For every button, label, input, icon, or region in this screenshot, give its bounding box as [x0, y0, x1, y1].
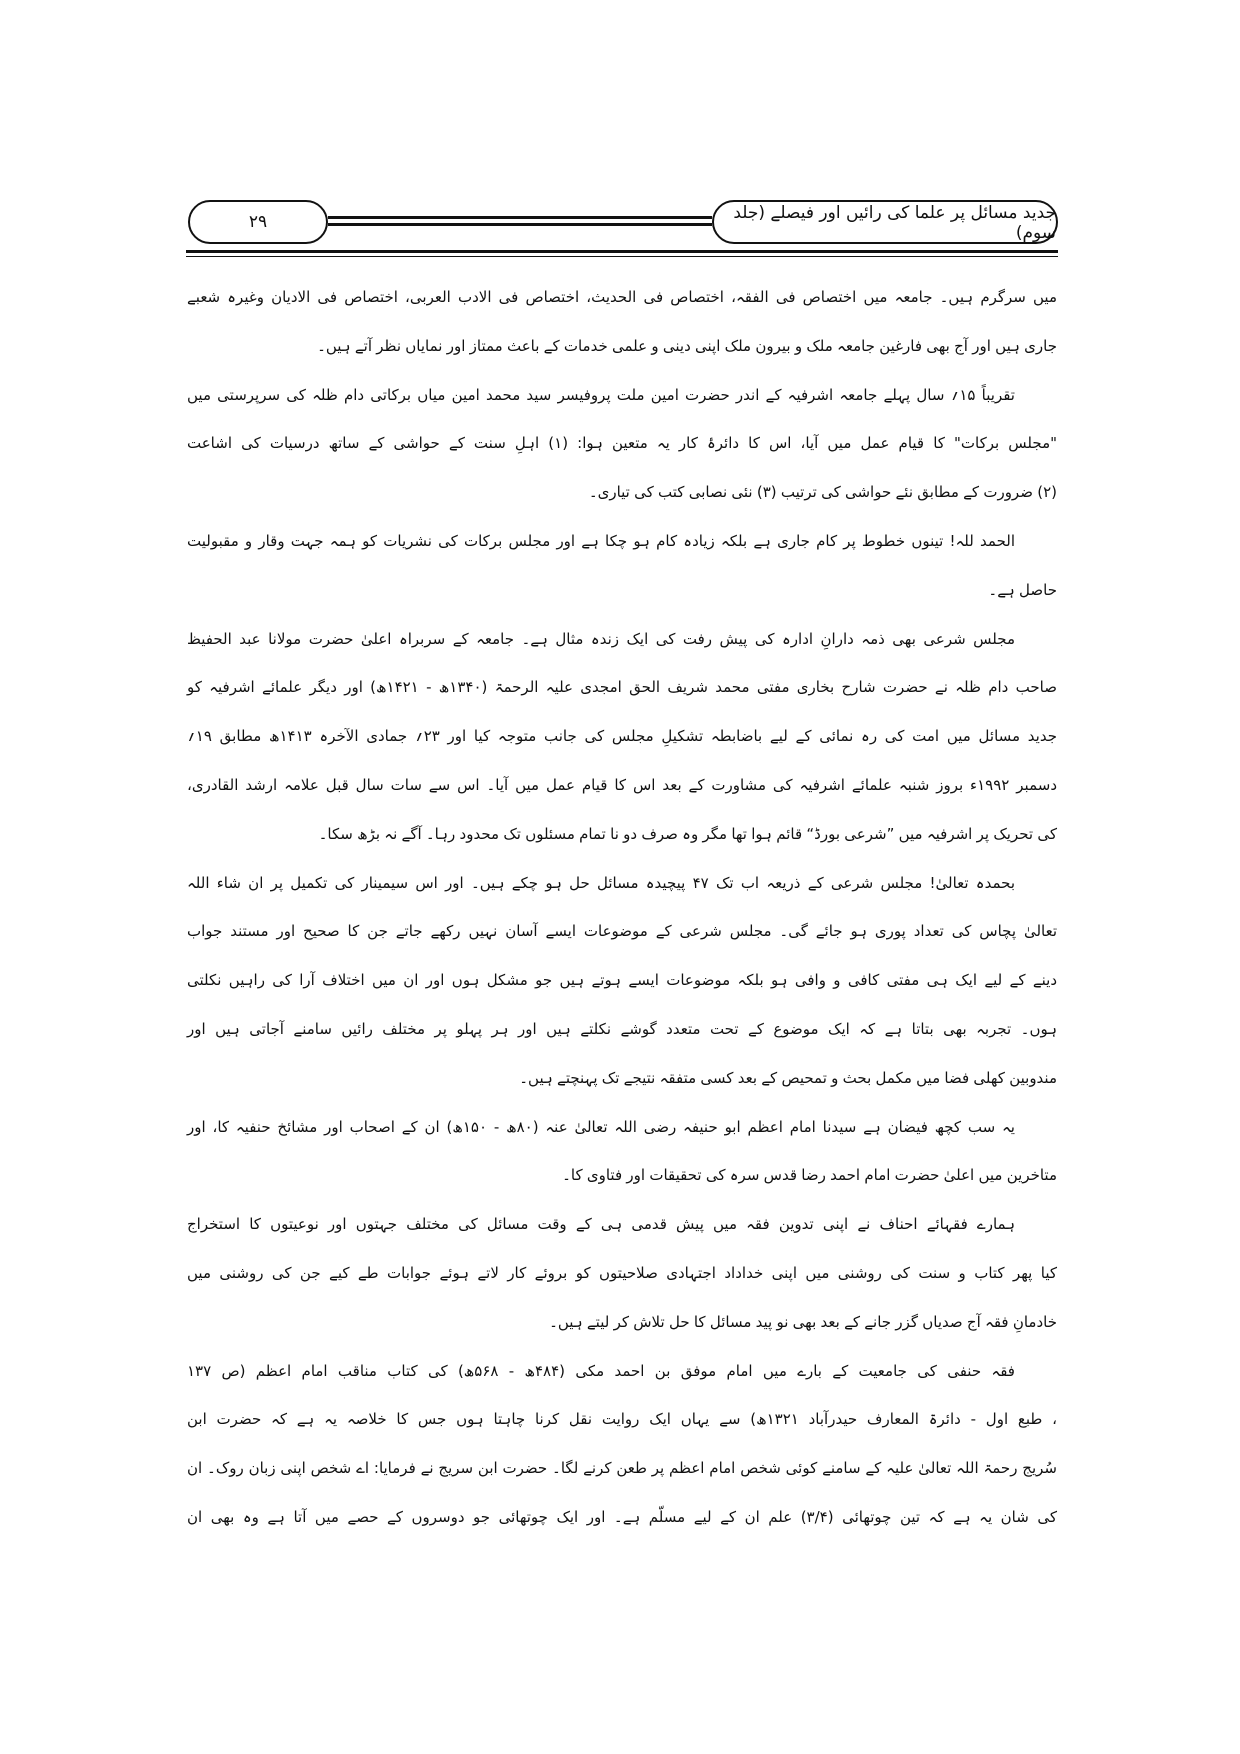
text-line: تعالیٰ پچاس کی تعداد پوری ہو جائے گی۔ مجلس شرعی کے موضوعات ایسے آسان نہیں رکھے جاتے جن کا صحیح اور مستند جواب [187, 922, 1057, 941]
text-line: کی شان یہ ہے کہ تین چوتھائی (۳/۴) علم ان کے لیے مسلّم ہے۔ اور ایک چوتھائی جو دوسروں کے حصے میں آتا ہے وہ بھی ان [187, 1507, 1057, 1526]
text-line: دینے کے لیے ایک ہی مفتی کافی و وافی ہو بلکہ موضوعات ایسے ہوتے ہیں جو مشکل ہوں اور ان میں اختلاف آرا کی راہیں نکلتی [187, 971, 1057, 990]
text-line: الحمد للہ! تینوں خطوط پر کام جاری ہے بلکہ زیادہ کام ہو چکا ہے اور مجلس برکات کی نشریات کو ہمہ جہت وقار و مقبولیت [187, 531, 1015, 550]
text-line: جدید مسائل میں امت کی رہ نمائی کے لیے باضابطہ تشکیلِ مجلس کی جانب متوجہ کیا اور ۲۳؍ جمادی الآخرہ ۱۴۱۳ھ مطابق ۱۹؍ [187, 727, 1057, 746]
text-line: فقہ حنفی کی جامعیت کے بارے میں امام موفق بن احمد مکی (۴۸۴ھ - ۵۶۸ھ) کی کتاب مناقب امام اعظم (ص ۱۳۷ [187, 1361, 1015, 1380]
text-line: ہمارے فقہائے احناف نے اپنی تدوین فقہ میں پیش قدمی ہی کے وقت مسائل کی مختلف جہتوں اور نوعیتوں کا استخراج [187, 1215, 1015, 1234]
text-line: کی تحریک پر اشرفیہ میں ”شرعی بورڈ“ قائم ہوا تھا مگر وہ صرف دو نا تمام مسئلوں تک محدود رہا۔ آگے نہ بڑھ سکا۔ [318, 824, 1057, 843]
text-line: کیا پھر کتاب و سنت کی روشنی میں اپنی خداداد اجتہادی صلاحیتوں کو بروئے کار لاتے ہوئے جوابات طے کیے جن کی روشنی میں [187, 1263, 1057, 1282]
header-divider [328, 223, 712, 226]
page-number: ۲۹ [188, 200, 328, 244]
text-line: متاخرین میں اعلیٰ حضرت امام احمد رضا قدس سرہ کی تحقیقات اور فتاوی کا۔ [562, 1166, 1057, 1185]
text-line: حاصل ہے۔ [988, 580, 1057, 599]
text-line: ، طبع اول - دائرۃ المعارف حیدرآباد ۱۳۲۱ھ) سے یہاں ایک روایت نقل کرنا چاہتا ہوں جس کا خلاصہ یہ ہے کہ حضرت ابن [187, 1410, 1057, 1429]
text-line: "مجلس برکات" کا قیام عمل میں آیا، اس کا دائرۂ کار یہ متعین ہوا: (۱) اہلِ سنت کے حواشی کے ساتھ درسیات کی اشاعت [187, 434, 1057, 453]
text-line: تقریباً ۱۵؍ سال پہلے جامعہ اشرفیہ کے اندر حضرت امین ملت پروفیسر سید محمد امین میاں برکاتی دام ظلہ کی سرپرستی میں [187, 385, 1015, 404]
text-line: سُریج رحمۃ اللہ تعالیٰ علیہ کے سامنے کوئی شخص امام اعظم پر طعن کرنے لگا۔ حضرت ابن سریج نے فرمایا: اے شخص اپنی زبان روک۔ ان [187, 1459, 1057, 1478]
text-line: دسمبر ۱۹۹۲ء بروز شنبہ علمائے اشرفیہ کی مشاورت کے بعد اس کا قیام عمل میں آیا۔ اس سے سات سال قبل علامہ ارشد القادری، [187, 775, 1057, 794]
text-line: میں سرگرم ہیں۔ جامعہ میں اختصاص فی الفقہ، اختصاص فی الحدیث، اختصاص فی الادب العربی، اختصاص فی الادیان وغیرہ شعبے [187, 288, 1057, 306]
text-line: مجلس شرعی بھی ذمہ دارانِ ادارہ کی پیش رفت کی ایک زندہ مثال ہے۔ جامعہ کے سربراہ اعلیٰ حضرت مولانا عبد الحفیظ [187, 629, 1015, 648]
header-rule [186, 256, 1058, 257]
text-line: (۲) ضرورت کے مطابق نئے حواشی کی ترتیب (۳) نئی نصابی کتب کی تیاری۔ [588, 483, 1057, 502]
header-rule [186, 250, 1058, 253]
text-line: جاری ہیں اور آج بھی فارغین جامعہ ملک و بیرون ملک اپنی دینی و علمی خدمات کے باعث ممتاز اور نمایاں نظر آتے ہیں۔ [317, 336, 1057, 355]
text-line: خادمانِ فقہ آج صدیاں گزر جانے کے بعد بھی نو پید مسائل کا حل تلاش کر لیتے ہیں۔ [549, 1312, 1057, 1331]
text-line: ہوں۔ تجربہ بھی بتاتا ہے کہ ایک موضوع کے تحت متعدد گوشے نکلتے ہیں اور ہر پہلو پر مختلف رائیں سامنے آجاتی ہیں اور [187, 1019, 1057, 1038]
text-line: صاحب دام ظلہ نے حضرت شارح بخاری مفتی محمد شریف الحق امجدی علیہ الرحمۃ (۱۳۴۰ھ - ۱۴۲۱ھ) اور دیگر علمائے اشرفیہ کو [187, 678, 1057, 697]
text-line: یہ سب کچھ فیضان ہے سیدنا امام اعظم ابو حنیفہ رضی اللہ تعالیٰ عنہ (۸۰ھ - ۱۵۰ھ) ان کے اصحاب اور مشائخ حنفیہ کا، اور [187, 1117, 1015, 1136]
text-line: مندوبین کھلی فضا میں مکمل بحث و تمحیص کے بعد کسی متفقہ نتیجے تک پہنچتے ہیں۔ [519, 1068, 1057, 1087]
header-divider [328, 216, 712, 219]
text-line: بحمدہ تعالیٰ! مجلس شرعی کے ذریعہ اب تک ۴۷ پیچیدہ مسائل حل ہو چکے ہیں۔ اور اس سیمینار کی تکمیل پر ان شاء اللہ [187, 873, 1016, 892]
book-title: جدید مسائل پر علما کی رائیں اور فیصلے (جلد سوم) [712, 200, 1058, 244]
page-body [187, 273, 1057, 1542]
